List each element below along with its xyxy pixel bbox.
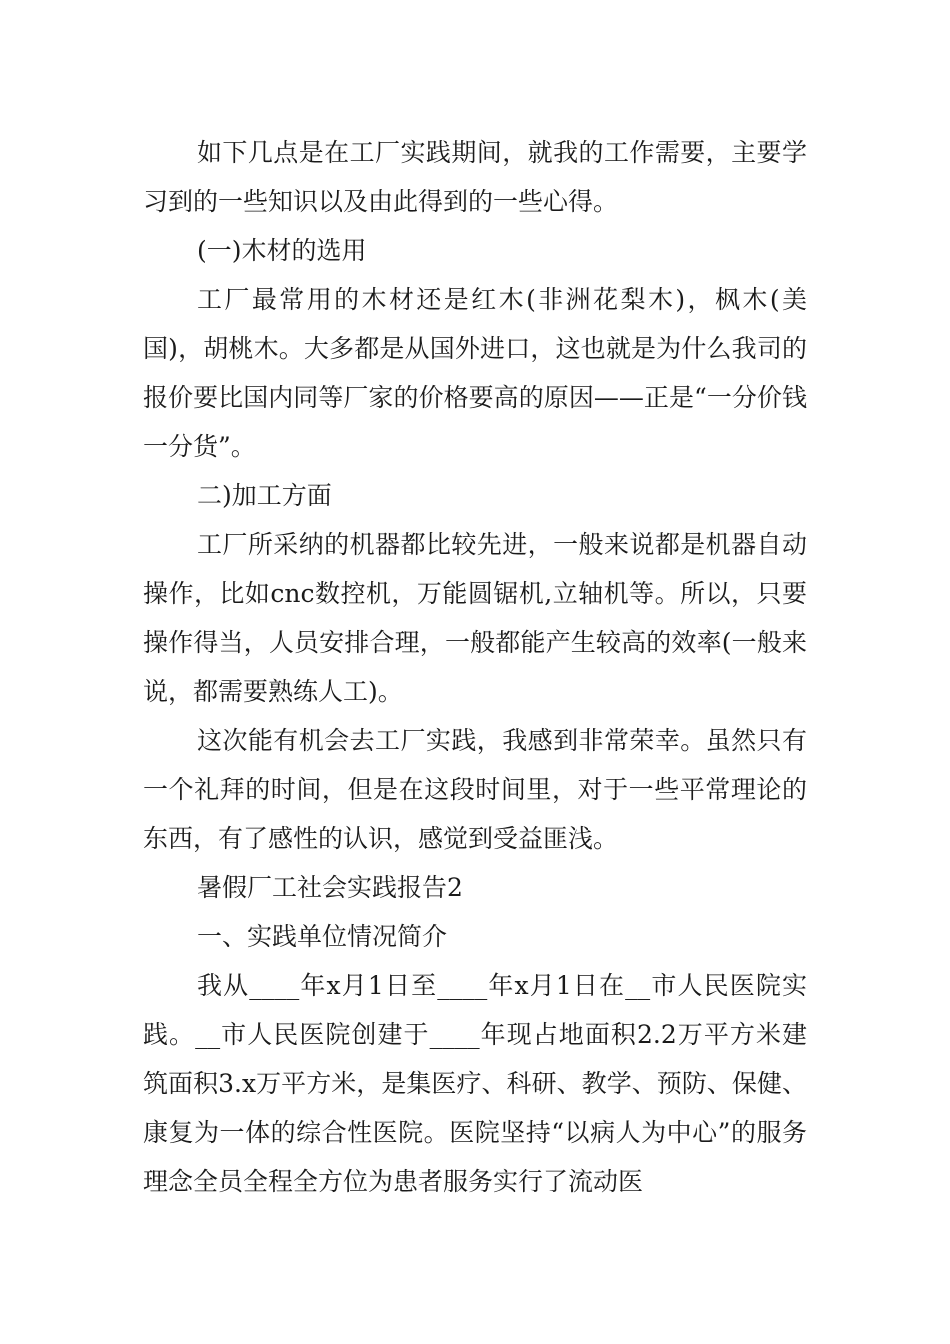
paragraph-machines: 工厂所采纳的机器都比较先进，一般来说都是机器自动操作，比如cnc数控机，万能圆锯机,立轴机等。所以，只要操作得当，人员安排合理，一般都能产生较高的效率(一般来说，都需要熟练人工)。 <box>143 530 807 706</box>
paragraph-hospital: 我从____年x月1日至____年x月1日在__市人民医院实践。__市人民医院创建于____年现占地面积2.2万平方米建筑面积3.x万平方米，是集医疗、科研、教学、预防、保健、康复为一体的综合性医院。医院坚持“以病人为中心”的服务理念全员全程全方位为患者服务实行了流动医 <box>143 971 807 1196</box>
heading-processing: 二)加工方面 <box>197 481 332 510</box>
paragraph-wood: 工厂最常用的木材还是红木(非洲花梨木)，枫木(美国)，胡桃木。大多都是从国外进口，这也就是为什么我司的报价要比国内同等厂家的价格要高的原因——正是“一分价钱一分货”。 <box>143 285 807 461</box>
heading-wood-selection: (一)木材的选用 <box>197 236 367 265</box>
paragraph-intro: 如下几点是在工厂实践期间，就我的工作需要，主要学习到的一些知识以及由此得到的一些心得。 <box>143 138 807 216</box>
section-heading-unit-intro: 一、实践单位情况简介 <box>197 922 448 951</box>
document-body <box>143 128 807 1206</box>
report-title: 暑假厂工社会实践报告2 <box>197 873 463 902</box>
paragraph-reflection: 这次能有机会去工厂实践，我感到非常荣幸。虽然只有一个礼拜的时间，但是在这段时间里，对于一些平常理论的东西，有了感性的认识，感觉到受益匪浅。 <box>143 726 807 853</box>
